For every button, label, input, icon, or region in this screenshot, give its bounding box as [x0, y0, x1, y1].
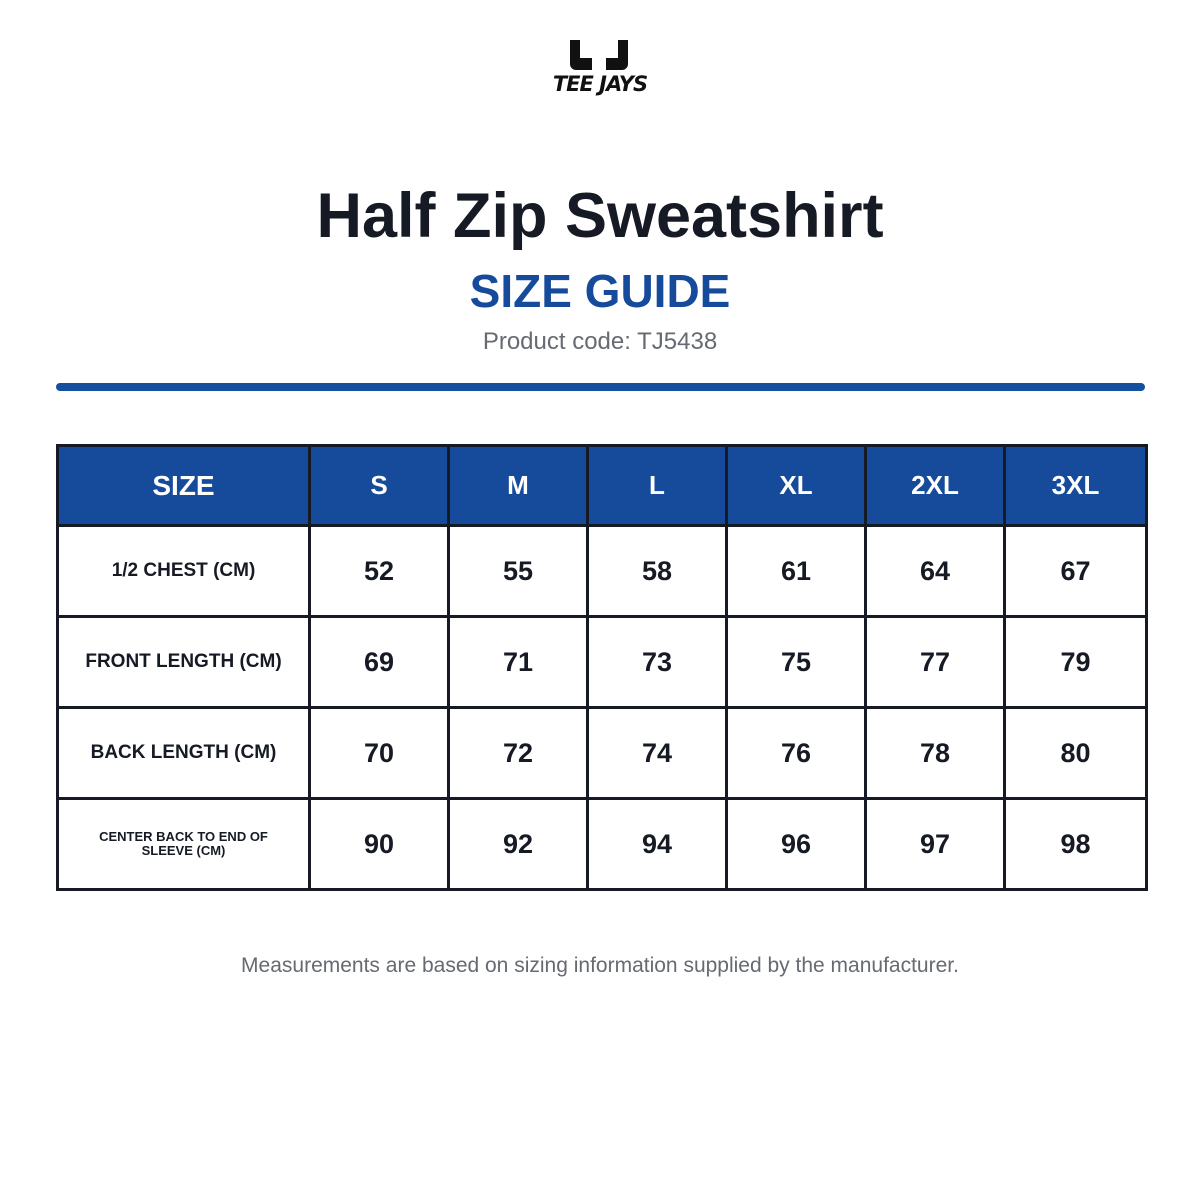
row-label-back-length: BACK LENGTH (CM)	[58, 708, 310, 799]
table-row	[58, 799, 1147, 890]
table-cell: 72	[449, 708, 588, 799]
header-size-3xl: 3XL	[1005, 446, 1147, 526]
table-cell: 90	[310, 799, 449, 890]
header-size-2xl: 2XL	[866, 446, 1005, 526]
table-cell: 61	[727, 526, 866, 617]
row-label-sleeve-text: CENTER BACK TO END OF SLEEVE (CM)	[99, 829, 268, 858]
table-cell: 77	[866, 617, 1005, 708]
table-cell: 80	[1005, 708, 1147, 799]
table-cell: 73	[588, 617, 727, 708]
table-cell: 71	[449, 617, 588, 708]
table-cell: 52	[310, 526, 449, 617]
tee-jays-logo-mark	[528, 38, 672, 72]
table-cell: 92	[449, 799, 588, 890]
table-cell: 70	[310, 708, 449, 799]
table-cell: 94	[588, 799, 727, 890]
header-size-xl: XL	[727, 446, 866, 526]
table-cell: 78	[866, 708, 1005, 799]
page-title: Half Zip Sweatshirt	[316, 181, 884, 251]
divider	[56, 383, 1145, 391]
row-label-front-length: FRONT LENGTH (CM)	[58, 617, 310, 708]
product-code: Product code: TJ5438	[482, 328, 718, 355]
row-label-sleeve	[58, 799, 310, 890]
table-cell: 74	[588, 708, 727, 799]
table-row	[58, 526, 1147, 617]
table-cell: 67	[1005, 526, 1147, 617]
table-cell: 75	[727, 617, 866, 708]
size-table	[56, 444, 1148, 891]
table-cell: 64	[866, 526, 1005, 617]
row-label-chest: 1/2 CHEST (CM)	[58, 526, 310, 617]
table-row	[58, 708, 1147, 799]
brand-name: TEE JAYS	[552, 72, 648, 96]
table-cell: 76	[727, 708, 866, 799]
header-size-label: SIZE	[58, 446, 310, 526]
brand-logo	[528, 38, 672, 100]
table-cell: 55	[449, 526, 588, 617]
table-row	[58, 617, 1147, 708]
table-cell: 58	[588, 526, 727, 617]
table-cell: 97	[866, 799, 1005, 890]
table-header-row	[58, 446, 1147, 526]
table-cell: 69	[310, 617, 449, 708]
footnote: Measurements are based on sizing information supplied by the manufacturer.	[241, 954, 959, 977]
header-size-l: L	[588, 446, 727, 526]
table-cell: 96	[727, 799, 866, 890]
table-cell: 98	[1005, 799, 1147, 890]
page-subtitle: SIZE GUIDE	[469, 265, 731, 317]
header-size-s: S	[310, 446, 449, 526]
header-size-m: M	[449, 446, 588, 526]
table-cell: 79	[1005, 617, 1147, 708]
